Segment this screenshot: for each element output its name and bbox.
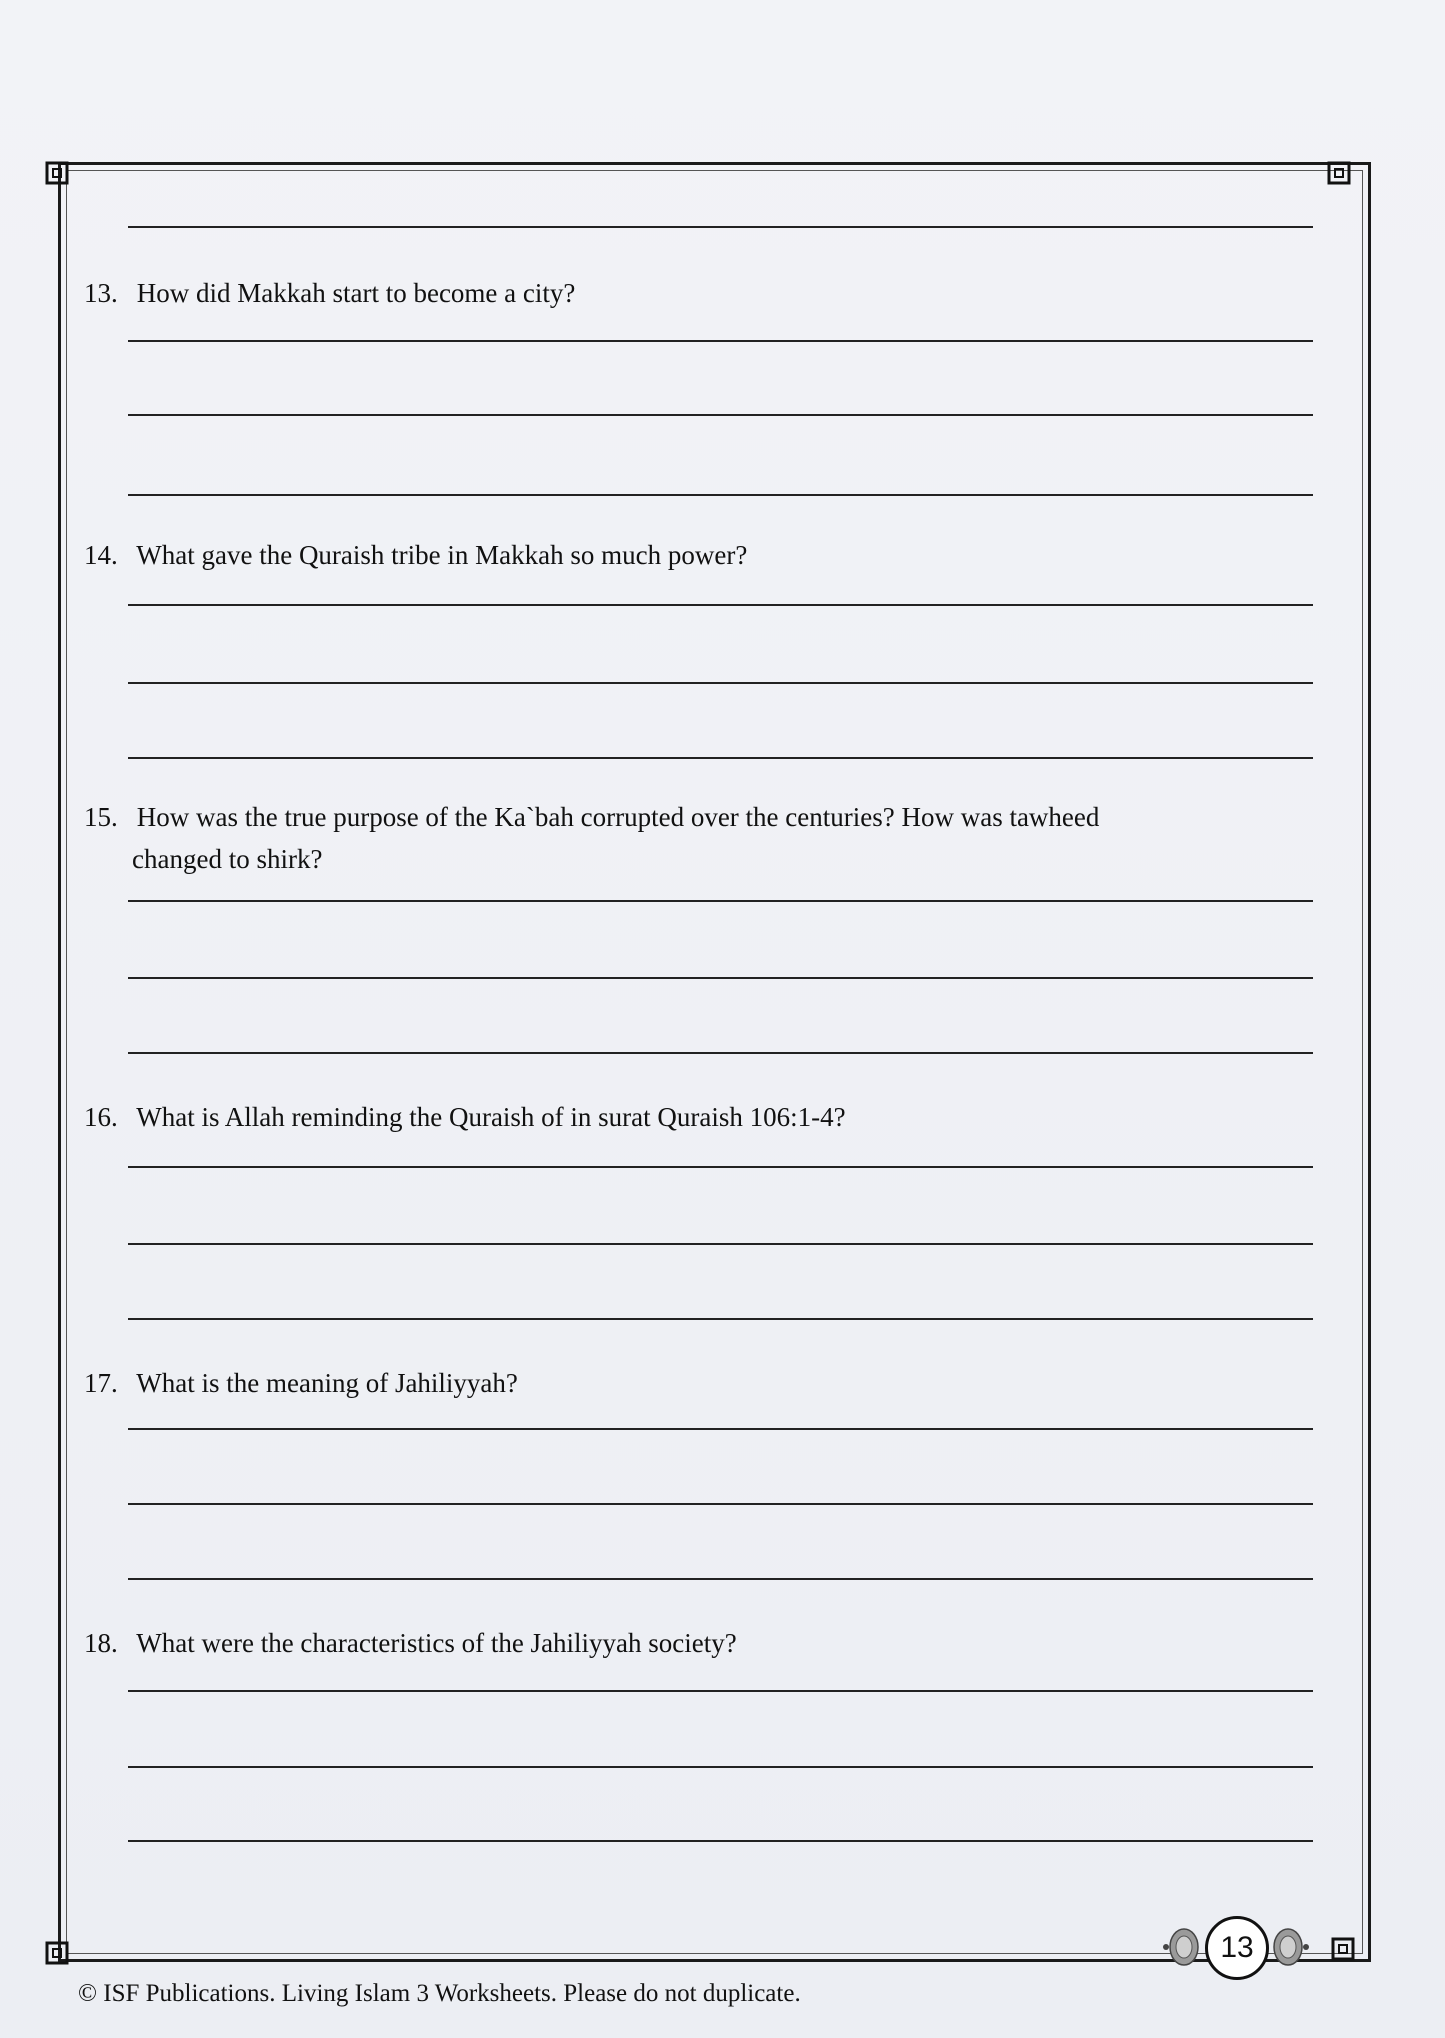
answer-line[interactable] [128, 1840, 1313, 1842]
question-text: What were the characteristics of the Jahiliyyah society? [136, 1628, 737, 1658]
answer-line[interactable] [128, 977, 1313, 979]
corner-ornament-bottom-left [44, 1940, 70, 1966]
floral-ornament-left-icon [1160, 1925, 1200, 1969]
answer-line[interactable] [128, 1578, 1313, 1580]
corner-ornament-top-left [44, 160, 70, 186]
question-15 [84, 796, 1314, 880]
corner-ornament-bottom-right [1330, 1936, 1356, 1962]
answer-line[interactable] [128, 414, 1313, 416]
answer-line[interactable] [128, 682, 1313, 684]
question-text: What is the meaning of Jahiliyyah? [136, 1368, 518, 1398]
question-text: What is Allah reminding the Quraish of in surat Quraish 106:1-4? [136, 1102, 846, 1132]
copyright-footer: © ISF Publications. Living Islam 3 Worksheets. Please do not duplicate. [78, 1980, 801, 2007]
question-text: What gave the Quraish tribe in Makkah so much power? [136, 540, 748, 570]
question-number: 16. [84, 1102, 118, 1132]
question-16 [84, 1096, 1314, 1138]
question-18 [84, 1622, 1314, 1664]
question-number: 14. [84, 540, 118, 570]
floral-ornament-right-icon [1272, 1925, 1312, 1969]
answer-line[interactable] [128, 1766, 1313, 1768]
page-number: 13 [1205, 1916, 1269, 1980]
question-17 [84, 1362, 1314, 1404]
question-text-line2: changed to shirk? [132, 844, 323, 874]
question-14 [84, 534, 1314, 576]
answer-line[interactable] [128, 1052, 1313, 1054]
answer-line[interactable] [128, 1318, 1313, 1320]
answer-line[interactable] [128, 1428, 1313, 1430]
question-13 [84, 272, 1314, 314]
answer-line[interactable] [128, 1690, 1313, 1692]
question-text-line1: How was the true purpose of the Ka`bah corrupted over the centuries? How was tawheed [136, 802, 1100, 832]
answer-line[interactable] [128, 340, 1313, 342]
corner-ornament-top-right [1326, 160, 1352, 186]
answer-line[interactable] [128, 1243, 1313, 1245]
question-number: 18. [84, 1628, 118, 1658]
answer-line[interactable] [128, 1503, 1313, 1505]
answer-line[interactable] [128, 757, 1313, 759]
question-text: How did Makkah start to become a city? [136, 278, 576, 308]
answer-line[interactable] [128, 604, 1313, 606]
answer-line[interactable] [128, 1166, 1313, 1168]
answer-line[interactable] [128, 494, 1313, 496]
question-number: 15. [84, 802, 118, 832]
answer-line[interactable] [128, 900, 1313, 902]
question-number: 17. [84, 1368, 118, 1398]
answer-line[interactable] [128, 226, 1313, 228]
question-number: 13. [84, 278, 118, 308]
page-border-inner [66, 170, 1363, 1954]
